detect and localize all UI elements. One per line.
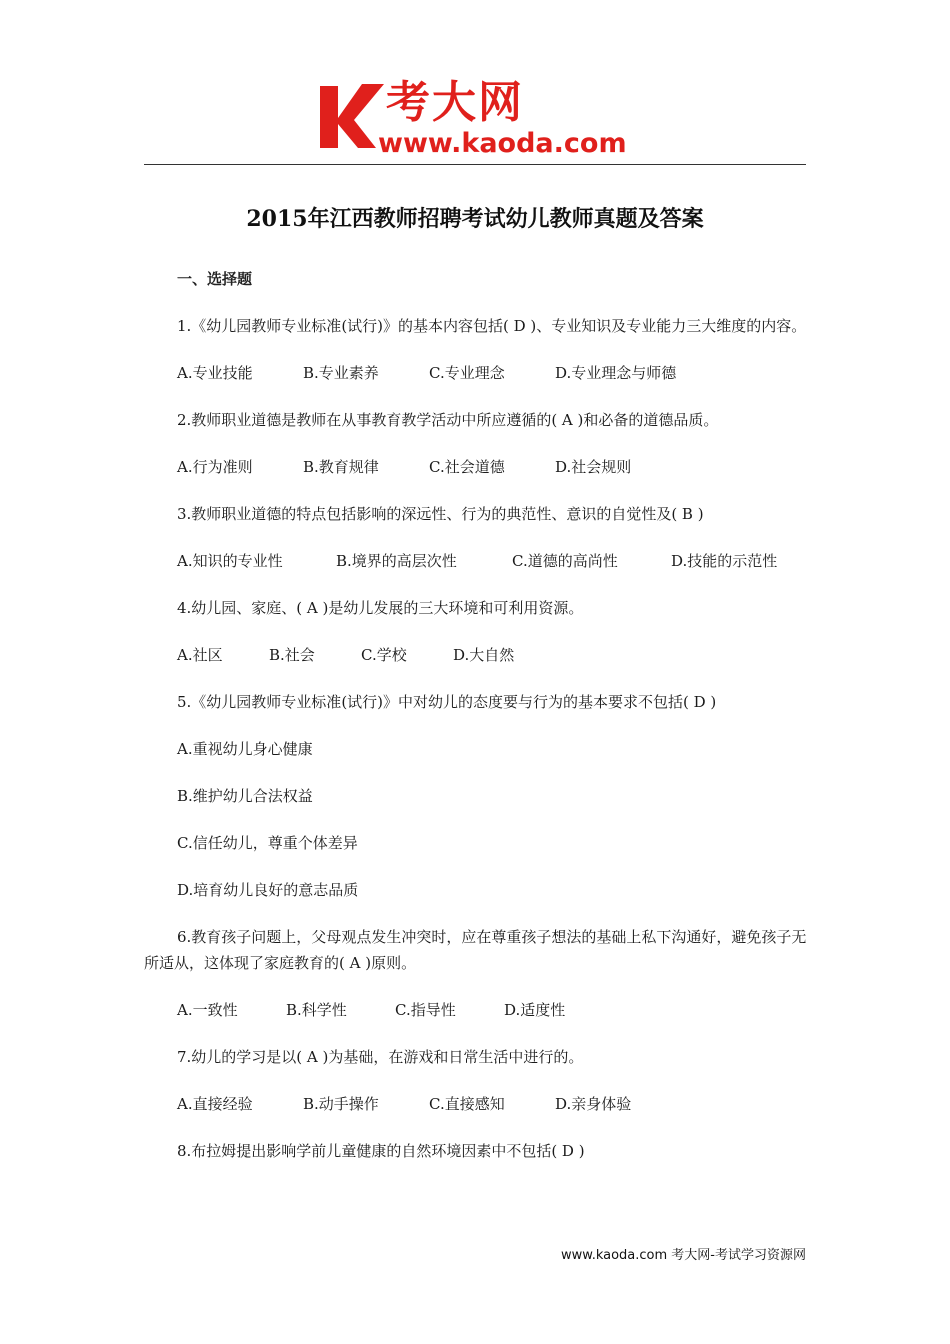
question-text: 2.教师职业道德是教师在从事教育教学活动中所应遵循的( A )和必备的道德品质。 [177,411,719,429]
option-c: C.指导性 [395,1001,456,1019]
header-divider [144,164,806,165]
option-line: D.培育幼儿良好的意志品质 [177,881,359,899]
question-item [144,1044,808,1070]
option-row [144,642,808,668]
option-a: A.专业技能 [177,364,253,382]
question-text: 7.幼儿的学习是以( A )为基础，在游戏和日常生活中进行的。 [177,1048,584,1066]
option-c: C.道德的高尚性 [512,552,618,570]
option-b: B.境界的高层次性 [336,552,457,570]
option-row [144,548,808,574]
option-a: A.直接经验 [177,1095,253,1113]
option-row [144,1091,808,1117]
option-line: B.维护幼儿合法权益 [177,787,313,805]
question-item [144,501,808,527]
option-row [144,997,808,1023]
question-text: 5.《幼儿园教师专业标准(试行)》中对幼儿的态度要与行为的基本要求不包括( D ) [177,693,717,711]
section-heading: 一、选择题 [177,270,253,288]
logo-url: www.kaoda.com [378,128,627,159]
question-item [144,595,808,621]
question-text: 8.布拉姆提出影响学前儿童健康的自然环境因素中不包括( D ) [177,1142,585,1160]
option-a: A.社区 [177,646,223,664]
option-b: B.社会 [269,646,315,664]
page-title: 2015年江西教师招聘考试幼儿教师真题及答案 [246,206,704,232]
option-a: A.行为准则 [177,458,253,476]
option-b: B.教育规律 [303,458,379,476]
option-line: C.信任幼儿，尊重个体差异 [177,834,358,852]
option-d: D.社会规则 [555,458,632,476]
question-text: 1.《幼儿园教师专业标准(试行)》的基本内容包括( D )、专业知识及专业能力三大维度的内容。 [177,317,807,335]
option-d: D.亲身体验 [555,1095,632,1113]
question-list [144,313,808,1164]
option-a: A.知识的专业性 [177,552,283,570]
question-text: 6.教育孩子问题上，父母观点发生冲突时，应在尊重孩子想法的基础上私下沟通好，避免孩子无所适从，这体现了家庭教育的( A )原则。 [144,928,807,972]
logo-chinese-name: 考大网 [386,77,524,128]
option-b: B.动手操作 [303,1095,379,1113]
option-a: A.一致性 [177,1001,238,1019]
option-c: C.专业理念 [429,364,505,382]
option-row [144,360,808,386]
page-footer: www.kaoda.com 考大网-考试学习资源网 [561,1248,806,1263]
question-item [144,689,808,715]
question-item [144,313,808,339]
option-c: C.直接感知 [429,1095,505,1113]
question-item [144,924,808,976]
option-c: C.社会道德 [429,458,505,476]
question-item [144,1138,808,1164]
question-text: 3.教师职业道德的特点包括影响的深远性、行为的典范性、意识的自觉性及( B ) [177,505,704,523]
option-d: D.适度性 [504,1001,566,1019]
option-c: C.学校 [361,646,407,664]
option-d: D.大自然 [453,646,515,664]
option-d: D.专业理念与师德 [555,364,677,382]
option-row [144,454,808,480]
kaoda-logo [318,78,638,158]
question-item [144,407,808,433]
option-line: A.重视幼儿身心健康 [177,740,313,758]
question-text: 4.幼儿园、家庭、( A )是幼儿发展的三大环境和可利用资源。 [177,599,584,617]
option-b: B.专业素养 [303,364,379,382]
option-d: D.技能的示范性 [671,552,778,570]
option-b: B.科学性 [286,1001,347,1019]
